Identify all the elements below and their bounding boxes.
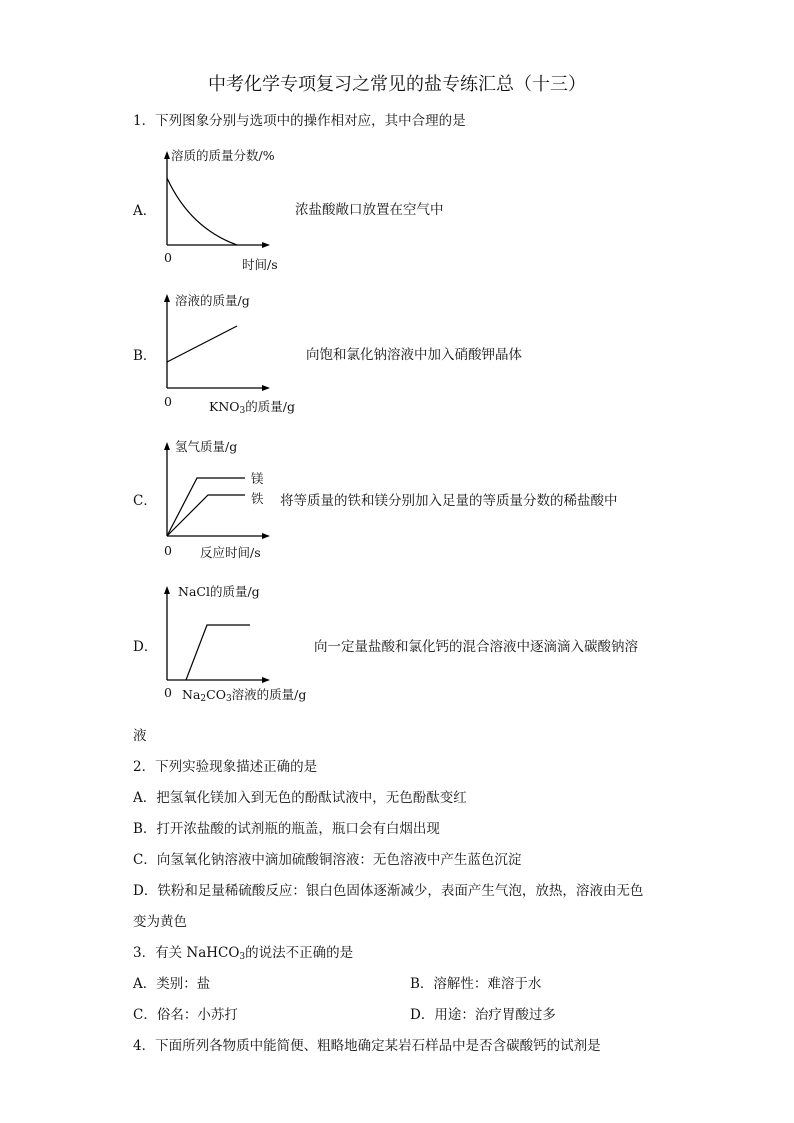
graph-b-origin: 0 — [164, 394, 172, 409]
option-b-desc: 向饱和氯化钠溶液中加入硝酸钾晶体 — [306, 347, 522, 363]
option-c-letter: C． — [133, 493, 157, 509]
graph-c-line-label-fe: 铁 — [251, 491, 264, 506]
question-2-option-d-continued: 变为黄色 — [133, 914, 187, 930]
graph-d-ylabel: NaCl的质量/g — [178, 584, 260, 599]
question-2-option-b: B．打开浓盐酸的试剂瓶的瓶盖，瓶口会有白烟出现 — [133, 821, 440, 837]
graph-d-origin: 0 — [164, 685, 172, 700]
question-2-stem: 2．下列实验现象描述正确的是 — [133, 759, 318, 775]
x-axis-arrow — [262, 385, 270, 391]
question-2-option-c: C．向氢氧化钠溶液中滴加硫酸铜溶液：无色溶液中产生蓝色沉淀 — [133, 852, 522, 868]
graph-a-ylabel: 溶质的质量分数/% — [171, 148, 275, 163]
curve-a — [167, 178, 237, 245]
y-axis-arrow — [164, 294, 170, 302]
option-d-letter: D． — [133, 639, 158, 655]
question-3-option-b: B．溶解性：难溶于水 — [410, 976, 542, 992]
question-3-option-c: C．俗名：小苏打 — [133, 1007, 238, 1023]
graph-a-origin: 0 — [164, 250, 172, 265]
graph-d-xlabel: $Na_2CO_3$溶液的质量/g — [182, 687, 307, 704]
line-b — [167, 326, 237, 362]
x-axis-arrow — [262, 533, 270, 539]
y-axis-arrow — [164, 586, 170, 594]
question-3-option-a: A．类别：盐 — [133, 976, 211, 992]
graph-c-line-label-mg: 镁 — [251, 471, 264, 486]
graph-c-xlabel: 反应时间/s — [200, 545, 261, 560]
y-axis-arrow — [164, 442, 170, 450]
question-3-stem: 3．有关 NaHCO$_3$的说法不正确的是 — [133, 945, 354, 962]
option-a-letter: A． — [133, 203, 157, 219]
option-a-desc: 浓盐酸敞口放置在空气中 — [295, 202, 444, 218]
question-3-option-d: D．用途：治疗胃酸过多 — [410, 1007, 556, 1023]
graph-b-ylabel: 溶液的质量/g — [175, 293, 250, 308]
question-2-option-a: A．把氢氧化镁加入到无色的酚酞试液中，无色酚酞变红 — [133, 790, 467, 806]
question-4-stem: 4．下面所列各物质中能简便、粗略地确定某岩石样品中是否含碳酸钙的试剂是 — [133, 1038, 601, 1054]
x-axis-arrow — [262, 677, 270, 683]
x-axis-arrow — [262, 242, 270, 248]
line-mg — [167, 478, 245, 536]
line-d — [186, 625, 250, 680]
graph-b — [150, 293, 280, 403]
question-1-stem: 1．下列图象分别与选项中的操作相对应，其中合理的是 — [133, 113, 466, 129]
graph-a-xlabel: 时间/s — [242, 257, 278, 272]
option-d-desc-continued: 液 — [133, 728, 147, 744]
option-d-desc: 向一定量盐酸和氯化钙的混合溶液中逐滴滴入碳酸钠溶 — [314, 639, 638, 655]
question-2-option-d: D．铁粉和足量稀硫酸反应：银白色固体逐渐减少，表面产生气泡，放热，溶液由无色 — [133, 883, 644, 899]
graph-b-xlabel: $KNO_3$的质量/g — [209, 399, 295, 416]
option-c-desc: 将等质量的铁和镁分别加入足量的等质量分数的稀盐酸中 — [280, 493, 618, 509]
graph-d — [150, 585, 280, 695]
line-fe — [167, 495, 245, 536]
graph-a — [150, 150, 280, 260]
graph-c-ylabel: 氢气质量/g — [175, 439, 238, 454]
graph-c-origin: 0 — [164, 543, 172, 558]
option-b-letter: B． — [133, 348, 157, 364]
page-title: 中考化学专项复习之常见的盐专练汇总（十三） — [208, 74, 586, 95]
y-axis-arrow — [164, 151, 170, 159]
